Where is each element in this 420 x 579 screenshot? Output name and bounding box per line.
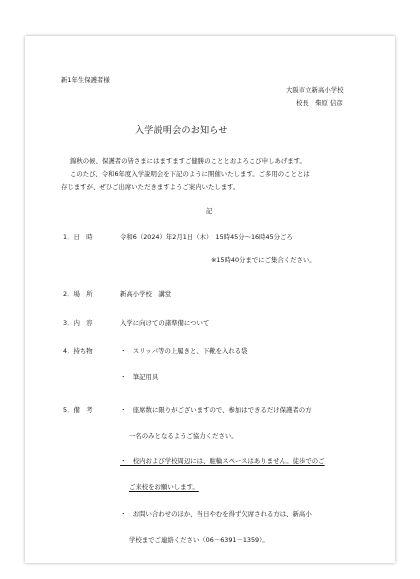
intro-line-3: 存じますが、ぜひご出席いただきますようご案内いたします。 <box>61 183 240 191</box>
sender-principal: 校長 柴原 信彦 <box>296 99 343 107</box>
item-5-bullet-1-line-1: ・ 座席数に限りがございますので、参加はできるだけ保護者の方 <box>120 406 312 414</box>
sender-school: 大阪市立新高小学校 <box>286 86 344 94</box>
item-5-bullet-2-line-1: ・ 校内および学校周辺には、駐輪スペースはありません。徒歩でのご <box>120 457 325 465</box>
item-1-value: 令和6（2024）年2月1日（木） 15時45分～16時45分ごろ <box>120 233 293 241</box>
item-2-label: 2．場 所 <box>63 290 93 298</box>
item-3-label: 3．内 容 <box>63 319 93 327</box>
addressee: 新1年生保護者様 <box>61 76 110 84</box>
item-5-bullet-3-line-1: ・ お問い合わせのほか、当日やむを得ず欠席される方は、新高小 <box>120 510 312 518</box>
item-5-label: 5．備 考 <box>63 406 93 414</box>
item-4-label: 4．持ち物 <box>63 347 93 355</box>
item-5-bullet-3-line-2: 学校までご連絡ください（06－6391－1359）。 <box>129 536 269 544</box>
item-3-value: 入学に向けての諸準備について <box>120 319 210 327</box>
document-title: 入学説明会のお知らせ <box>135 126 228 136</box>
item-2-value: 新高小学校 講堂 <box>120 290 172 298</box>
item-5-bullet-1-line-2: 一名のみとなるようご協力ください。 <box>129 432 238 440</box>
item-1-label: 1．日 時 <box>63 233 93 241</box>
intro-line-2: このたび、令和6年度入学説明会を下記のように開催いたします。ご多用のこととは <box>70 170 310 178</box>
item-4-bullet-2: ・ 筆記用具 <box>120 373 159 381</box>
document-page <box>25 36 395 563</box>
item-4-bullet-1: ・ スリッパ等の上履きと、下靴を入れる袋 <box>120 347 248 355</box>
item-5-bullet-2-line-2: ご来校をお願いします。 <box>129 483 199 491</box>
item-1-note: ※15時40分までにご集合ください。 <box>211 256 316 264</box>
intro-line-1: 錦秋の候、保護者の皆さまにはますますご健勝のこととおよろこび申しあげます。 <box>70 157 306 165</box>
ki-heading: 記 <box>206 207 213 215</box>
